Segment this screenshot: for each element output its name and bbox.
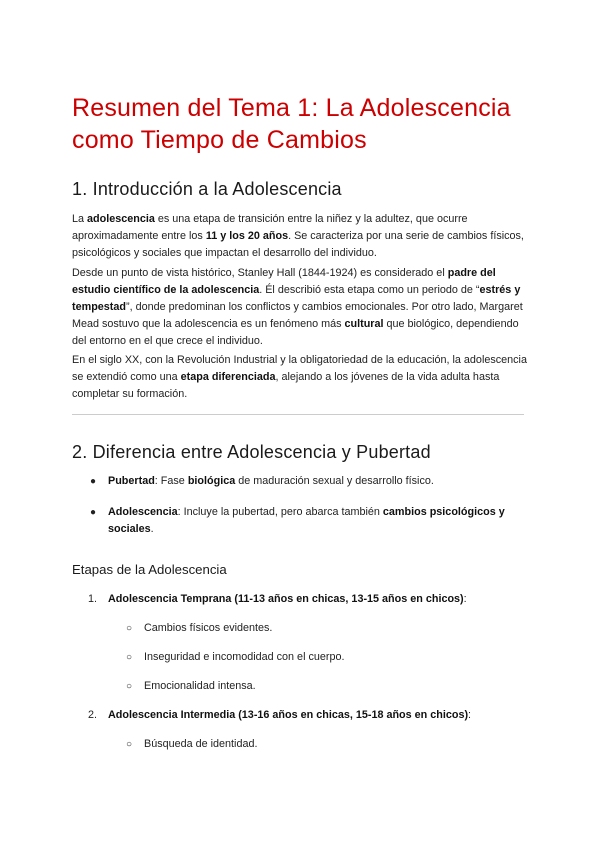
circle-bullet-icon: ○ [126, 623, 133, 634]
document-page: Resumen del Tema 1: La Adolescencia como Tiempo de Cambios 1. Introducción a la Adolescencia La adolescencia es una etapa de transición entre la niñez y la adultez, que ocurre aproximadamente entre los 11 y los 20 años. Se caracteriza por una serie de cambios físicos, psicológicos y sociales que impactan el desarrollo del individuo. Desde un punto de vista histórico, Stanley Hall (1844-1924) es considerado el padre del estudio científico de la adolescencia. Él describió esta etapa como un periodo de “estrés y tempestad”, donde predominan los conflictos y cambios emocionales. Por otro lado, Margaret Mead sostuvo que la adolescencia es un fenómeno más cultural que biológico, dependiendo del entorno en el que crece el individuo. En el siglo XX, con la Revolución Industrial y la obligatoriedad de la educación, la adolescencia se extendió como una etapa diferenciada, alejando a los jóvenes de la vida adulta hasta completar su formación. 2. Diferencia entre Adolescencia y Pubertad ● Pubertad: Fase biológica de maduración sexual y desarrollo físico. ● Adolescencia: Incluye la pubertad, pero abarca también cambios psicológicos y sociales. Etapas de la Adolescencia 1. Adolescencia Temprana (11-13 años en chicas, 13-15 años en chicos): ○ Cambios físicos evidentes. ○ Inseguridad e incomodidad con el cuerpo. ○ Emocionalidad intensa. 2. Adolescencia Intermedia (13-16 años en chicas, 15-18 años en chicos): ○ Búsqueda de identidad. [0, 0, 600, 848]
bullet-icon: ● [90, 476, 97, 487]
section-1-heading: 1. Introducción a la Adolescencia [72, 179, 342, 199]
circle-bullet-icon: ○ [126, 681, 133, 692]
intro-paragraph-3: En el siglo XX, con la Revolución Industrial y la obligatoriedad de la educación, la adolescencia se extendió como una etapa diferenciada, alejando a los jóvenes de la vida adulta hasta completar su formación. [72, 354, 527, 400]
section-2-heading: 2. Diferencia entre Adolescencia y Pubertad [72, 442, 431, 462]
document-title: Resumen del Tema 1: La Adolescencia como Tiempo de Cambios [72, 94, 511, 154]
circle-bullet-icon: ○ [126, 739, 133, 750]
intro-paragraph-2: Desde un punto de vista histórico, Stanley Hall (1844-1924) es considerado el padre del estudio científico de la adolescencia. Él describió esta etapa como un periodo de “estrés y tempestad”, donde predominan los conflictos y cambios emocionales. Por otro lado, Margaret Mead sostuvo que la adolescencia es un fenómeno más cultural que biológico, dependiendo del entorno en el que crece el individuo. [72, 267, 523, 347]
section-divider [72, 414, 524, 415]
bullet-icon: ● [90, 507, 97, 518]
stages-heading: Etapas de la Adolescencia [72, 562, 227, 577]
circle-bullet-icon: ○ [126, 652, 133, 663]
intro-paragraph-1: La adolescencia es una etapa de transición entre la niñez y la adultez, que ocurre aproximadamente entre los 11 y los 20 años. Se caracteriza por una serie de cambios físicos, psicológicos y sociales que impactan el desarrollo del individuo. [72, 213, 524, 259]
